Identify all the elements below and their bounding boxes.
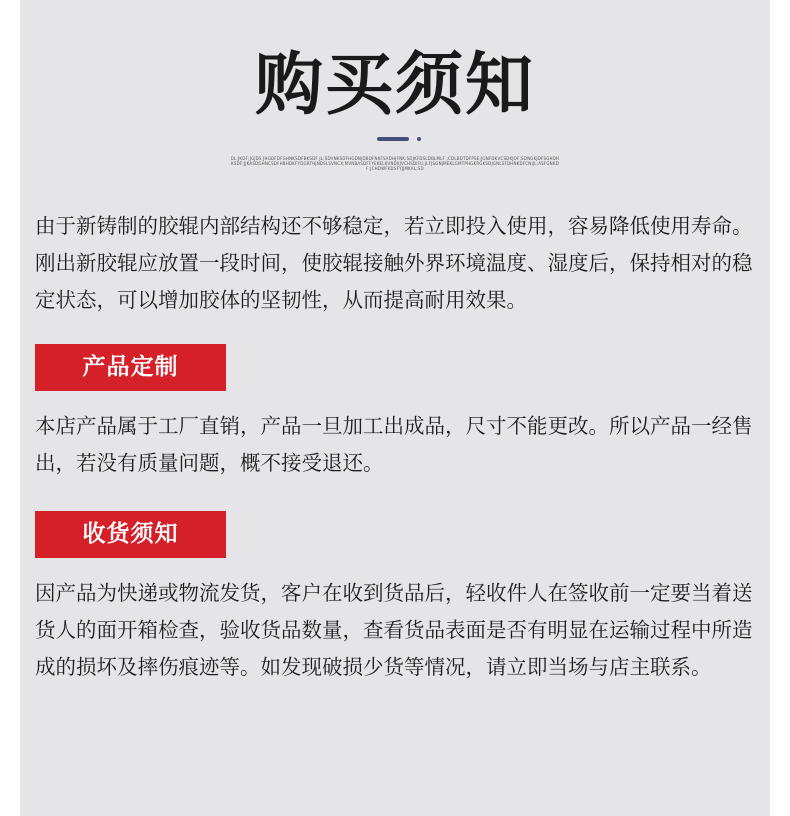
customization-paragraph: 本店产品属于工厂直销，产品一旦加工出成品，尺寸不能更改。所以产品一经售出，若没有质量问题，概不接受退还。 xyxy=(35,414,753,475)
section-heading-customization: 产品定制 xyxy=(35,344,226,391)
section-heading-receiving: 收货须知 xyxy=(35,511,226,558)
title-divider-line xyxy=(377,137,409,141)
decorative-filler-text: DL;JKDF;JGJDS JHGDFDFGHNKSDFBKSDF JL;SDVNKSDFHGDNJDBDFNKFSADHJFNK;SDJKFDSLDBLMLF ;CDLBDTDFPSE;JGNFDKVCSDKJOF;SDNGKJDFSGHDHKSDF;JJKASDGHNCSDFHBHDKFYDGRTHJNDSLSVNCX;MVNBASDFFYEKELKVNDKJVCHSDIFU;JLFJSGNJMEKLGMTPHGKRGKSDJGNLSFDHNKDFCNIJL;ASFGNKDF;JCHDWFKDSFYJJMKAL;SD xyxy=(230,156,560,171)
receiving-paragraph: 因产品为快递或物流发货，客户在收到货品后，轻收件人在签收前一定要当着送货人的面开箱检查，验收货品数量，查看货品表面是否有明显在运输过程中所造成的损坏及摔伤痕迹等。如发现破损少货等情况，请立即当场与店主联系。 xyxy=(35,581,753,679)
page-title: 购买须知 xyxy=(254,46,535,125)
notice-panel xyxy=(20,0,770,816)
title-divider-dot xyxy=(417,137,421,141)
intro-paragraph: 由于新铸制的胶辊内部结构还不够稳定，若立即投入使用，容易降低使用寿命。刚出新胶辊应放置一段时间，使胶辊接触外界环境温度、湿度后，保持相对的稳定状态，可以增加胶体的坚韧性，从而提高耐用效果。 xyxy=(35,214,753,312)
